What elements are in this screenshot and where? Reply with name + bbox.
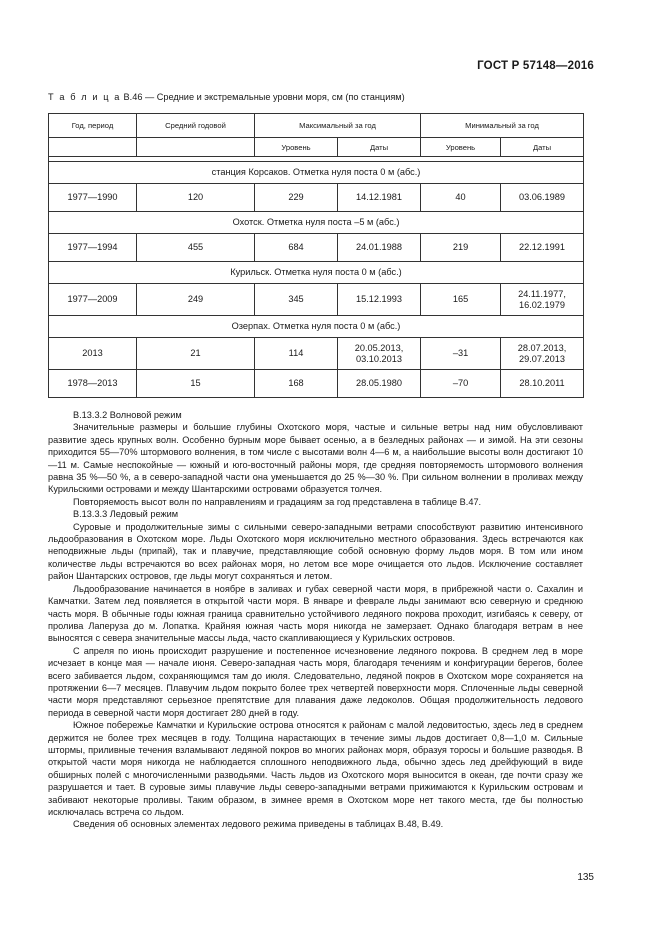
- cell-avg: 15: [137, 370, 255, 398]
- date-line: 03.10.2013: [356, 353, 402, 364]
- station-header: [49, 162, 584, 184]
- date-line: 29.07.2013: [519, 353, 565, 364]
- cell-min-dates: 03.06.1989: [501, 184, 584, 212]
- station-title: станция Корсаков. Отметка нуля поста 0 м (абс.): [49, 162, 584, 184]
- cell-min-level: 165: [421, 284, 501, 316]
- station-title: Озерпах. Отметка нуля поста 0 м (абс.): [49, 316, 584, 338]
- date-line: 20.05.2013,: [354, 342, 404, 353]
- cell-period: 1977—1994: [49, 234, 137, 262]
- table-caption-text: В.46 — Средние и экстремальные уровни моря, см (по станциям): [123, 92, 405, 102]
- paragraph: Сведения об основных элементах ледового режима приведены в таблицах В.48, В.49.: [73, 819, 444, 830]
- paragraph: Суровые и продолжительные зимы с сильными северо-западными ветрами способствуют развитию интенсивного льдообразования в Охотском море. Льды Охотского моря исключительно местного образования. Здесь встречаются как неподвижные льды (припай), так и плавучие, представляющие собой основную форму льдов моря. В том или ином количестве льды встречаются во всех районах моря, но летом все море очищается ото льдов. Исключение составляет район Шантарских островов, где льды могут сохраняться и летом.: [48, 521, 583, 582]
- col-header-avg: Средний годовой: [137, 114, 255, 138]
- cell-max-dates: 28.05.1980: [338, 370, 421, 398]
- sea-levels-table: [48, 113, 584, 398]
- table-caption-label: Т а б л и ц а: [48, 92, 121, 102]
- cell-max-level: 345: [255, 284, 338, 316]
- table-row: [49, 184, 584, 212]
- paragraph: Значительные размеры и большие глубины Охотского моря, частые и сильные ветры над ним обусловливают развитие здесь крупных волн. Особенно бурным море бывает осенью, а в безледных районах — и зимой. На эти сезоны приходится 55—70% штормового волнения, в том числе с высотами волн 4—6 м, а наибольшие высоты волн достигают 10—11 м. Самые неспокойные — южный и юго-восточный районы моря, где средняя повторяемость штормового волнения равна 35 %—50 %, а в северо-западной части она уменьшается до 25 %—30 %. При сильном волнении в проливах между Курильскими островами и между Шантарскими островами образуется толчея.: [48, 422, 583, 495]
- cell-max-level: 168: [255, 370, 338, 398]
- cell-min-dates: [501, 284, 584, 316]
- cell-max-level: 114: [255, 338, 338, 370]
- station-title: Охотск. Отметка нуля поста –5 м (абс.): [49, 212, 584, 234]
- date-line: 28.07.2013,: [517, 342, 567, 353]
- cell-avg: 120: [137, 184, 255, 212]
- col-header-min: Минимальный за год: [421, 114, 584, 138]
- cell-min-level: –70: [421, 370, 501, 398]
- station-header: [49, 262, 584, 284]
- cell-min-dates: 28.10.2011: [501, 370, 584, 398]
- table-header-row: [49, 114, 584, 138]
- col-header-blank-1: [49, 138, 137, 157]
- col-header-min-level: Уровень: [421, 138, 501, 157]
- table-row: [49, 234, 584, 262]
- body-text: [48, 409, 583, 831]
- date-line: 24.11.1977,: [518, 288, 566, 299]
- cell-avg: 249: [137, 284, 255, 316]
- table-subheader-row: [49, 138, 584, 157]
- section-heading-ice: В.13.3.3 Ледовый режим: [73, 509, 179, 520]
- table-row: [49, 370, 584, 398]
- cell-max-dates: [338, 338, 421, 370]
- date-line: 16.02.1979: [519, 299, 565, 310]
- paragraph: Южное побережье Камчатки и Курильские острова относятся к районам с малой ледовитостью, здесь лед в среднем держится не более трех месяцев в году. Толщина нарастающих в течение зимы льдов достигает 0,8—1,0 м. Сильные штормы, приливные течения взламывают ледяной покров во многих районах моря, образуя торосы и большие разводья. В открытой части моря никогда не наблюдается сплошного неподвижного льда, обычно здесь лед дрейфующий в виде обширных полей с многочисленными разводьями. Часть льдов из Охотского моря выносится в океан, где почти сразу же разрушается и тает. В суровые зимы плавучие льды северо-западными ветрами прижимаются к Курильским островам и забивают некоторые проливы. Таким образом, в зимнее время в Охотском море нет такого места, где бы полностью исключалась встреча со льдом.: [48, 720, 583, 817]
- page-number: 135: [577, 872, 594, 883]
- cell-avg: 21: [137, 338, 255, 370]
- cell-max-level: 229: [255, 184, 338, 212]
- cell-min-level: 219: [421, 234, 501, 262]
- cell-max-dates: 24.01.1988: [338, 234, 421, 262]
- cell-max-dates: 15.12.1993: [338, 284, 421, 316]
- station-header: [49, 212, 584, 234]
- cell-min-dates: [501, 338, 584, 370]
- col-header-blank-2: [137, 138, 255, 157]
- cell-period: 1977—1990: [49, 184, 137, 212]
- cell-min-level: –31: [421, 338, 501, 370]
- section-heading-wave: В.13.3.2 Волновой режим: [73, 410, 182, 420]
- cell-period: 2013: [49, 338, 137, 370]
- col-header-min-dates: Даты: [501, 138, 584, 157]
- station-title: Курильск. Отметка нуля поста 0 м (абс.): [49, 262, 584, 284]
- col-header-max-level: Уровень: [255, 138, 338, 157]
- cell-min-dates: 22.12.1991: [501, 234, 584, 262]
- col-header-max-dates: Даты: [338, 138, 421, 157]
- paragraph: Льдообразование начинается в ноябре в заливах и губах северной части моря, в прибрежной части о. Сахалин и Камчатки. Затем лед появляется в открытой части моря. В январе и феврале льды занимают всю северную и среднюю часть моря. В обычные годы южная граница сравнительно устойчивого ледяного покрова проходит, изгибаясь к северу, от пролива Лаперуза до м. Лопатка. Крайняя южная часть моря никогда не замерзает. Однако благодаря ветрам в нее выносятся с севера значительные массы льда, часто скапливающиеся у Курильских островов.: [48, 583, 583, 644]
- col-header-year: Год, период: [49, 114, 137, 138]
- table-caption: [48, 92, 405, 102]
- col-header-max: Максимальный за год: [255, 114, 421, 138]
- table-row: [49, 338, 584, 370]
- standard-code: ГОСТ Р 57148—2016: [477, 60, 594, 72]
- cell-avg: 455: [137, 234, 255, 262]
- cell-max-dates: 14.12.1981: [338, 184, 421, 212]
- table-row: [49, 284, 584, 316]
- paragraph: С апреля по июнь происходит разрушение и постепенное исчезновение ледяного покрова. В среднем лед в море исчезает в конце мая — начале июня. Северо-западная часть моря, благодаря течениям и конфигурации берегов, более всего забивается льдом, сохраняющимся там до июля. Следовательно, ледяной покров в Охотском море сохраняется на протяжении 6—7 месяцев. Плавучим льдом покрыто более трех четвертей поверхности моря. Сплоченные льды северной части моря представляют серьезное препятствие для плавания даже ледоколов. Общая продолжительность ледового периода в северной части моря достигает 280 дней в году.: [48, 645, 583, 718]
- cell-period: 1977—2009: [49, 284, 137, 316]
- cell-max-level: 684: [255, 234, 338, 262]
- station-header: [49, 316, 584, 338]
- cell-min-level: 40: [421, 184, 501, 212]
- paragraph: Повторяемость высот волн по направлениям и градациям за год представлена в таблице В.47.: [73, 496, 482, 507]
- cell-period: 1978—2013: [49, 370, 137, 398]
